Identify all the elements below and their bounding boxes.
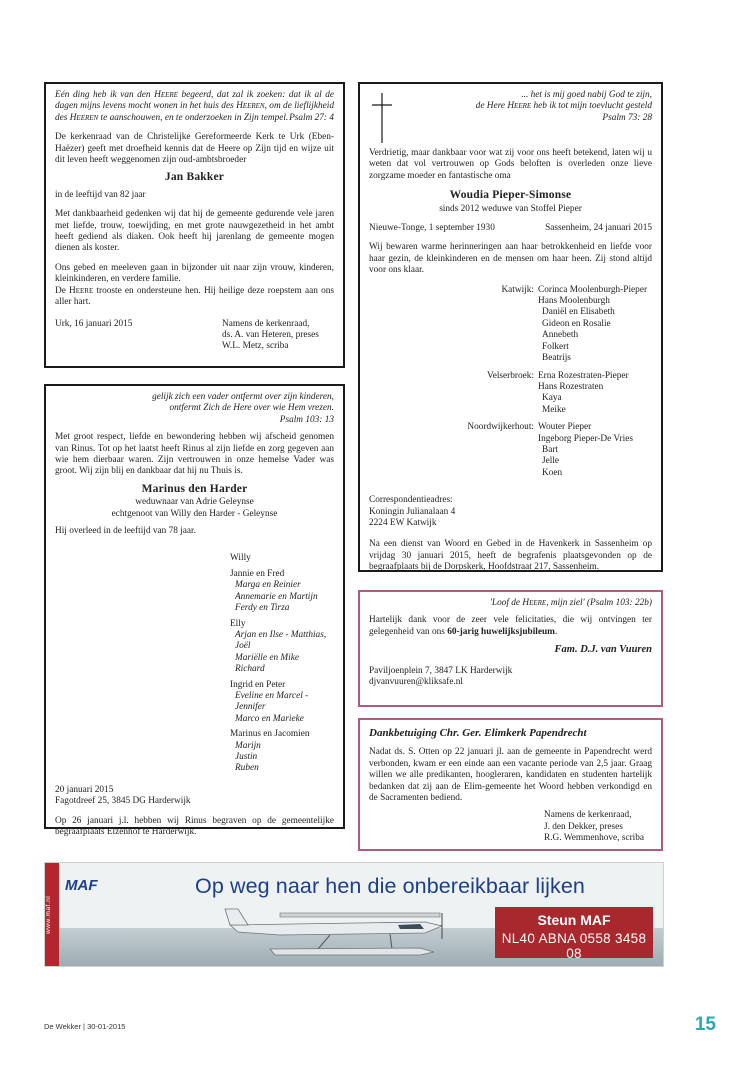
seaplane-icon [220,901,470,963]
family-group: Elly Arjan en Ilse - Matthias, Joël Mariëlle en Mike Richard [230,618,327,675]
family-group: Willy [230,553,251,564]
signatories: Namens de kerkenraad, ds. A. van Heteren, preses W.L. Metz, scriba [222,318,319,352]
family-group: Ingrid en Peter Eveline en Marcel - Jennifer Marco en Marieke [230,679,309,724]
notice-woudia-pieper-simonse [358,82,663,572]
family-group: Jannie en Fred Marga en Reinier Annemarie en Martijn Ferdy en Tirza [230,568,318,614]
age-text: in de leeftijd van 82 jaar [55,189,146,200]
age-text: Hij overleed in de leeftijd van 78 jaar. [55,526,196,537]
maf-logo: MAF [65,877,98,894]
paragraph: Ons gebed en meeleven gaan in bijzonder uit naar zijn vrouw, kinderen, kleinkinderen, en verdere familie. [55,262,334,285]
paragraph: Met dankbaarheid gedenken wij dat hij de gemeente gedurende vele jaren met liefde, trouw, toewijding, en met grote nauwgezetheid in het ambt heeft gediend als diaken. Ook heeft hij jarenlang de gemeente mogen dienen als koster. [55,209,334,254]
address: Paviljoenplein 7, 3847 LK Harderwijk [369,665,513,676]
burial-text: Op 26 januari j.l. hebben wij Rinus begraven op de gemeentelijke begraafplaats Elzenhof te Harderwijk. [55,815,334,837]
deceased-name: Marinus den Harder [141,482,248,495]
intro-text: Met groot respect, liefde en bewondering hebben wij afscheid genomen van Rinus. Tot op het laatst heeft Rinus al zijn liefde en zorg gegeven aan wie hem dierbaar waren. Zijn vertrouwen in onze hemelse Vader was groot. Wij zijn blij en dankbaar dat hij nu Thuis is. [55,432,334,477]
deceased-name: Jan Bakker [164,171,225,184]
notice-van-vuuren [358,590,663,707]
quote-reference: Psalm 27: 4 [289,112,334,123]
relation-line: echtgenoot van Willy den Harder - Geleynse [111,508,278,519]
page-number: 15 [694,1014,716,1035]
relatives-group: Erna Rozestraten-Pieper Hans Rozestraten Kaya Meike [538,370,629,415]
header-block [369,90,652,148]
paragraph: De Heere trooste en ondersteune hen. Hij heilige deze roepstem aan ons aller hart. [55,285,334,308]
intro-text: De kerkenraad van de Christelijke Gereformeerde Kerk te Urk (Eben-Haëzer) geeft met droefheid kennis dat de Heere op Zijn tijd en wijze uit dit leven heeft weggenomen zijn oud-ambtsbroeder [55,132,334,166]
donate-banner[interactable] [495,907,653,961]
signatories: Namens de kerkenraad, J. den Dekker, preses R.G. Wemmenhove, scriba [544,810,645,844]
family-list [230,553,334,774]
relatives-list: Katwijk: Corinca Moolenburgh-Pieper Hans Moolenburgh Daniël en Elisabeth Gideon en Rosalie Annebeth Folkert Beatrijs Velserbroek: Erna Rozestraten-Pieper Hans Rozestraten Kaya Meike Noordwijkerhout: Wouter Pieper Ingeborg Pieper-De Vries Bart Jelle Koen [369,285,652,486]
date-address: 20 januari 2015 Fagotdreef 25, 3845 DG Harderwijk [55,784,191,807]
relatives-group: Corinca Moolenburgh-Pieper Hans Moolenburgh Daniël en Elisabeth Gideon en Rosalie Annebeth Folkert Beatrijs [538,284,648,364]
notice-marinus-den-harder [44,384,345,837]
place-date: Urk, 16 januari 2015 [55,318,133,329]
cross-icon [371,92,393,144]
paragraph: Wij bewaren warme herinneringen aan haar betrokkenheid en liefde voor haar gezin, de kleinkinderen en de mensen om haar heen. Zij stond altijd voor ons klaar. [369,242,652,276]
publication-footer: De Wekker | 30-01-2015 [44,1022,126,1031]
email: djvanvuuren@kliksafe.nl [369,677,464,688]
bible-quote: 'Loof de Heere, mijn ziel' (Psalm 103: 22b) [489,598,652,608]
notice-title: Dankbetuiging Chr. Ger. Elimkerk Papendrecht [369,727,587,739]
notice-jan-bakker [44,82,345,368]
quote-reference: Psalm 73: 28 [602,112,652,123]
quote-reference: Psalm 103: 13 [279,414,334,425]
thanks-text: Nadat ds. S. Otten op 22 januari jl. aan de gemeente in Papendrecht werd verbonden, kwam er een einde aan een vacante periode van 2,5 jaar. Graag willen we alle predikanten, hoogleraren, kandidaten en studenten hartelijk bedanken dat zij aan de Elim-gemeente het Woord hebben verkondigd en de Sacramenten bediend. [369,747,652,804]
deceased-name: Woudia Pieper-Simonse [449,189,572,202]
thanks-text: Hartelijk dank voor de zeer vele felicitaties, die wij ontvingen ter gelegenheid van ons 60-jarig huwelijksjubileum. [369,615,652,637]
donate-account: NL40 ABNA 0558 3458 08 [501,931,647,961]
bible-quote: Eén ding heb ik van den Heere begeerd, dat zal ik zoeken: dat ik al de dagen mijns levens mocht wonen in het huis des Heeren, om de lieflijkheid des Heeren te aanschouwen, en te onderzoeken in Zijn tempel. Psalm 27: 4 [55,90,334,123]
maf-advertisement[interactable] [44,862,664,967]
ad-title: Op weg naar hen die onbereikbaar lijken [195,874,585,898]
donate-title: Steun MAF [537,912,611,928]
family-group: Marinus en Jacomien Marijn Justin Ruben [230,729,310,774]
ad-website: www.maf.nl [45,863,59,966]
notice-elimkerk-papendrecht [358,718,663,851]
intro-text: Verdrietig, maar dankbaar voor wat zij voor ons heeft betekend, laten wij u weten dat vol vertrouwen op Gods beloften is overleden onze lieve zorgzame moeder en fantastische oma [369,148,652,181]
correspondence-address: Correspondentieadres: Koningin Julianalaan 4 2224 EW Katwijk [369,495,456,528]
service-text: Na een dienst van Woord en Gebed in de Havenkerk in Sassenheim op vrijdag 30 januari 2015, heeft de begrafenis plaatsgevonden op de begraafplaats bij de Dorpskerk, Hoofdstraat 217, Sassenheim. [369,539,652,573]
relation-line: weduwnaar van Adrie Geleynse [135,497,254,508]
bible-quote: ... het is mij goed nabij God te zijn, de Here Heere heb ik tot mijn toevlucht gesteld Psalm 73: 28 [369,90,652,124]
relation-line: sinds 2012 weduwe van Stoffel Pieper [439,203,582,214]
signature: Fam. D.J. van Vuuren [554,644,652,656]
signature-block [55,319,334,353]
life-dates: Nieuwe-Tonge, 1 september 1930 Sassenheim, 24 januari 2015 [369,223,652,234]
relatives-group: Wouter Pieper Ingeborg Pieper-De Vries Bart Jelle Koen [538,422,633,478]
bible-quote: gelijk zich een vader ontfermt over zijn kinderen, ontfermt Zich de Here over wie Hem vrezen. Psalm 103: 13 [55,392,334,426]
